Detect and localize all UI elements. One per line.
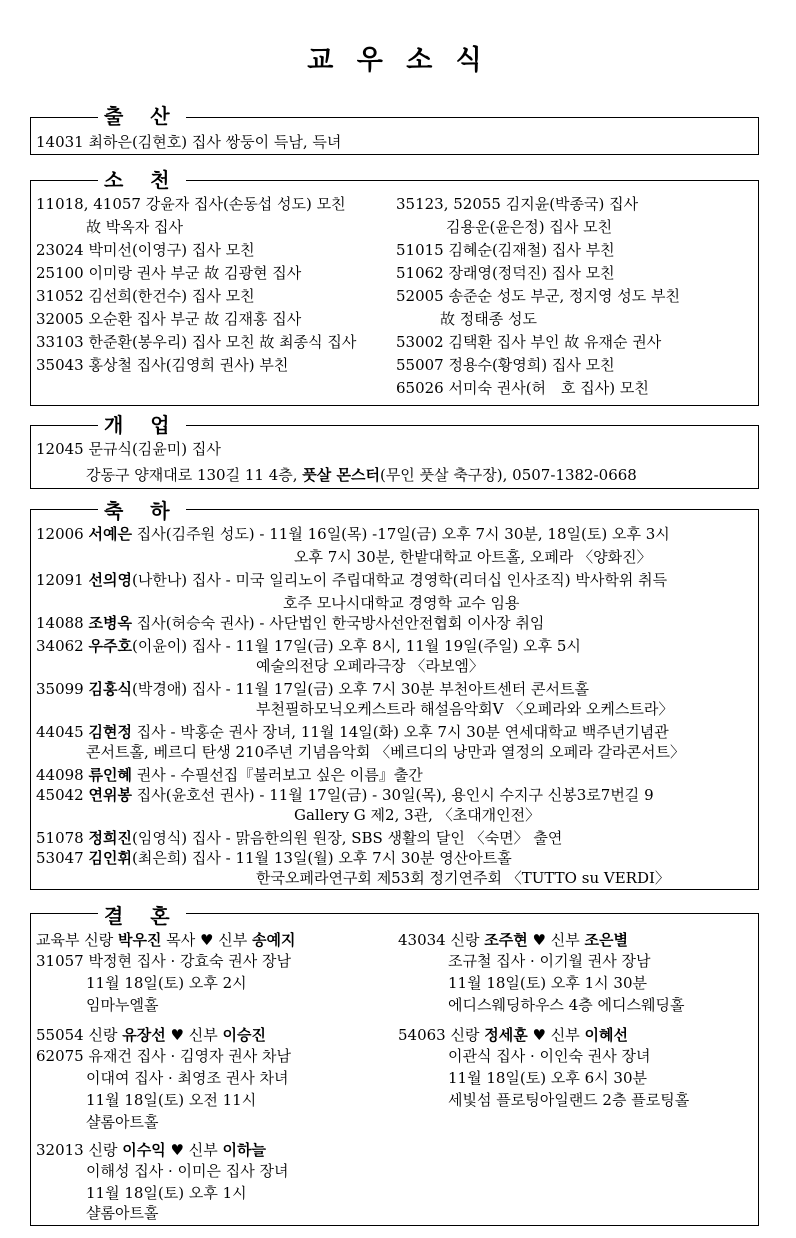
groom-label: 신랑 — [83, 1141, 123, 1159]
member-code: 44045 — [36, 723, 89, 741]
heart-icon: ♥ — [170, 1141, 184, 1159]
groom-label: 신랑 — [445, 931, 485, 949]
member-name: 조병옥 — [88, 614, 132, 632]
funeral-right-line: 52005 송준순 성도 부군, 정지영 성도 부친 — [396, 287, 680, 305]
member-code: 14088 — [36, 614, 89, 632]
groom-title: 목사 — [161, 931, 201, 949]
member-name: 김현정 — [88, 723, 132, 741]
wedding-detail-line: 세빛섬 플로팅아일랜드 2층 플로팅홀 — [448, 1091, 690, 1109]
funeral-left-line: 31052 김선희(한건수) 집사 모친 — [36, 287, 255, 305]
groom-name: 유장선 — [122, 1026, 166, 1044]
bride-name: 이승진 — [222, 1026, 266, 1044]
funeral-right-line: 55007 정용수(황영희) 집사 모친 — [396, 356, 615, 374]
bride-name: 송예지 — [252, 931, 296, 949]
congrats-detail: (나한나) 집사 - 미국 일리노이 주립대학교 경영학(리더십 인사조직) 박사학위 취득 — [131, 571, 668, 589]
member-code: 51078 — [36, 829, 89, 847]
wedding-couple-header — [398, 1025, 628, 1045]
congrats-line — [36, 828, 562, 848]
member-name: 연위봉 — [88, 786, 132, 804]
groom-name: 이수익 — [122, 1141, 166, 1159]
congrats-detail: (최은희) 집사 - 11월 13일(월) 오후 7시 30분 영산아트홀 — [131, 849, 512, 867]
member-code: 43034 — [398, 931, 446, 949]
member-name: 정희진 — [88, 829, 132, 847]
congrats-line: 한국오페라연구회 제53회 정기연주회 〈TUTTO su VERDI〉 — [256, 869, 670, 887]
bride-name: 이혜선 — [584, 1026, 628, 1044]
opening-business-name: 풋살 몬스터 — [302, 466, 380, 484]
heart-icon: ♥ — [170, 1026, 184, 1044]
groom-name: 조주현 — [484, 931, 528, 949]
member-name: 김홍식 — [88, 680, 132, 698]
birth-line: 14031 최하은(김현호) 집사 쌍둥이 득남, 득녀 — [36, 133, 342, 151]
funeral-right-line: 김용운(윤은정) 집사 모친 — [446, 218, 613, 236]
bride-label: 신부 — [183, 1026, 223, 1044]
member-code: 12006 — [36, 525, 89, 543]
wedding-detail-line: 이관식 집사 · 이인숙 권사 장녀 — [448, 1047, 651, 1065]
wedding-detail-line: 샬롬아트홀 — [86, 1204, 159, 1222]
bride-label: 신부 — [213, 931, 253, 949]
wedding-detail-line: 에디스웨딩하우스 4층 에디스웨딩홀 — [448, 996, 685, 1014]
birth-section-title: 출 산 — [98, 104, 186, 128]
wedding-couple-header — [398, 930, 628, 950]
groom-label: 신랑 — [83, 1026, 123, 1044]
congrats-line: 예술의전당 오페라극장 〈라보엠〉 — [256, 657, 484, 675]
congrats-line — [36, 613, 544, 633]
wedding-detail-line: 임마누엘홀 — [86, 996, 159, 1014]
member-code: 35099 — [36, 680, 89, 698]
funeral-right-line: 35123, 52055 김지윤(박종국) 집사 — [396, 195, 639, 213]
member-code: 교육부 — [36, 931, 80, 949]
congrats-line — [36, 848, 512, 868]
heart-icon: ♥ — [532, 931, 546, 949]
congrats-line: 오후 7시 30분, 한밭대학교 아트홀, 오페라 〈양화진〉 — [294, 548, 652, 566]
funeral-right-line: 65026 서미숙 권사(허 호 집사) 모친 — [396, 379, 649, 397]
wedding-detail-line: 31057 박정현 집사 · 강효숙 권사 장남 — [36, 952, 291, 970]
congrats-detail: (임영식) 집사 - 맑음한의원 원장, SBS 생활의 달인 〈숙면〉 출연 — [131, 829, 563, 847]
member-name: 서예은 — [88, 525, 132, 543]
congrats-detail: 집사(김주원 성도) - 11월 16일(목) -17일(금) 오후 7시 30분, 18일(토) 오후 3시 — [131, 525, 670, 543]
funeral-left-line: 32005 오순환 집사 부군 故 김재홍 집사 — [36, 310, 302, 328]
congrats-line — [36, 679, 589, 699]
member-code: 55054 — [36, 1026, 84, 1044]
member-code: 34062 — [36, 637, 89, 655]
funeral-left-line: 33103 한준환(봉우리) 집사 모친 故 최종식 집사 — [36, 333, 357, 351]
wedding-detail-line: 조규철 집사 · 이기월 권사 장남 — [448, 952, 651, 970]
congrats-line: 부천필하모닉오케스트라 해설음악회Ⅴ 〈오페라와 오케스트라〉 — [256, 700, 674, 718]
opening-address: 강동구 양재대로 130길 11 4층, — [86, 466, 303, 484]
wedding-detail-line: 샬롬아트홀 — [86, 1113, 159, 1131]
member-name: 류인혜 — [88, 766, 132, 784]
funeral-right-line: 故 정태종 성도 — [440, 310, 537, 328]
groom-name: 정세훈 — [484, 1026, 528, 1044]
funeral-right-line: 53002 김택환 집사 부인 故 유재순 권사 — [396, 333, 662, 351]
wedding-detail-line: 이대여 집사 · 최영조 권사 차녀 — [86, 1069, 289, 1087]
funeral-left-line: 11018, 41057 강윤자 집사(손동섭 성도) 모친 — [36, 195, 346, 213]
congrats-line: 호주 모나시대학교 경영학 교수 임용 — [283, 594, 520, 612]
wedding-detail-line: 이해성 집사 · 이미은 집사 장녀 — [86, 1162, 289, 1180]
heart-icon: ♥ — [532, 1026, 546, 1044]
congrats-section-title: 축 하 — [98, 499, 186, 523]
heart-icon: ♥ — [200, 931, 214, 949]
member-name: 김인휘 — [88, 849, 132, 867]
member-code: 12091 — [36, 571, 89, 589]
congrats-detail: (박경애) 집사 - 11월 17일(금) 오후 7시 30분 부천아트센터 콘서트홀 — [131, 680, 589, 698]
wedding-detail-line: 11월 18일(토) 오후 1시 30분 — [448, 974, 648, 992]
member-name: 우주호 — [88, 637, 132, 655]
wedding-detail-line: 11월 18일(토) 오후 2시 — [86, 974, 247, 992]
bride-label: 신부 — [183, 1141, 223, 1159]
bride-label: 신부 — [545, 1026, 585, 1044]
wedding-detail-line: 11월 18일(토) 오후 6시 30분 — [448, 1069, 648, 1087]
funeral-left-line: 故 박옥자 집사 — [86, 218, 183, 236]
congrats-line — [36, 722, 669, 742]
congrats-detail: (이윤이) 집사 - 11월 17일(금) 오후 8시, 11월 19일(주일) 오후 5시 — [131, 637, 581, 655]
bride-name: 조은별 — [584, 931, 628, 949]
congrats-line — [36, 524, 670, 544]
congrats-line — [36, 636, 581, 656]
congrats-detail: 집사(윤호선 권사) - 11월 17일(금) - 30일(목), 용인시 수지구 신봉3로7번길 9 — [131, 786, 654, 804]
wedding-section-title: 결 혼 — [98, 904, 186, 928]
groom-name: 박우진 — [118, 931, 162, 949]
member-code: 54063 — [398, 1026, 446, 1044]
member-code: 53047 — [36, 849, 89, 867]
bride-name: 이하늘 — [222, 1141, 266, 1159]
groom-label: 신랑 — [79, 931, 119, 949]
funeral-left-line: 23024 박미선(이영구) 집사 모친 — [36, 241, 255, 259]
funeral-right-line: 51015 김혜순(김재철) 집사 부친 — [396, 241, 615, 259]
wedding-couple-header — [36, 1025, 266, 1045]
congrats-detail: 권사 - 수필선집『불러보고 싶은 이름』출간 — [131, 766, 423, 784]
congrats-detail: 집사 - 박홍순 권사 장녀, 11월 14일(화) 오후 7시 30분 연세대학교 백주년기념관 — [131, 723, 669, 741]
congrats-line — [36, 785, 654, 805]
wedding-detail-line: 62075 유재건 집사 · 김영자 권사 차남 — [36, 1047, 291, 1065]
member-code: 44098 — [36, 766, 89, 784]
congrats-line: Gallery G 제2, 3관, 〈초대개인전〉 — [294, 806, 541, 824]
funeral-section-title: 소 천 — [98, 168, 186, 192]
member-code: 45042 — [36, 786, 89, 804]
funeral-right-line: 51062 장래영(정덕진) 집사 모친 — [396, 264, 615, 282]
congrats-line — [36, 570, 667, 590]
groom-label: 신랑 — [445, 1026, 485, 1044]
page-title: 교 우 소 식 — [307, 45, 489, 76]
member-name: 선의영 — [88, 571, 132, 589]
wedding-couple-header — [36, 930, 296, 950]
opening-address-detail: (무인 풋살 축구장), 0507-1382-0668 — [379, 466, 637, 484]
congrats-line — [36, 765, 423, 785]
wedding-detail-line: 11월 18일(토) 오후 1시 — [86, 1184, 247, 1202]
opening-section-title: 개 업 — [98, 413, 186, 437]
funeral-left-line: 25100 이미랑 권사 부군 故 김광현 집사 — [36, 264, 302, 282]
bride-label: 신부 — [545, 931, 585, 949]
opening-address-line — [86, 465, 637, 485]
wedding-couple-header — [36, 1140, 266, 1160]
congrats-detail: 집사(허승숙 권사) - 사단법인 한국방사선안전협회 이사장 취임 — [131, 614, 545, 632]
funeral-left-line: 35043 홍상철 집사(김영희 권사) 부친 — [36, 356, 289, 374]
opening-line: 12045 문규식(김윤미) 집사 — [36, 440, 221, 458]
wedding-detail-line: 11월 18일(토) 오전 11시 — [86, 1091, 257, 1109]
congrats-line: 콘서트홀, 베르디 탄생 210주년 기념음악회 〈베르디의 낭만과 열정의 오페라 갈라콘서트〉 — [86, 743, 685, 761]
member-code: 32013 — [36, 1141, 84, 1159]
